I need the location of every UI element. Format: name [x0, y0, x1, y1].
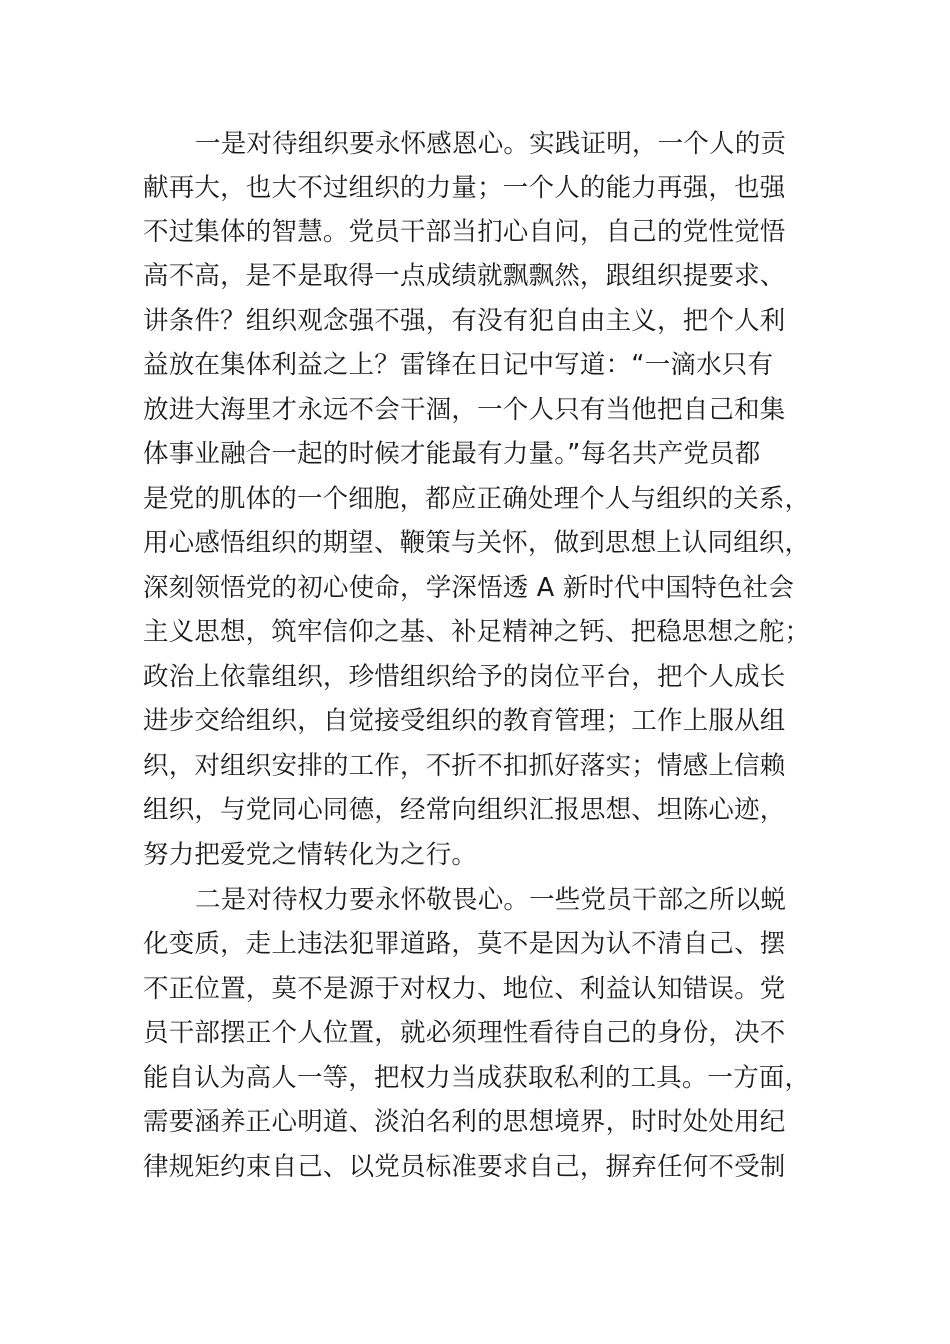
paragraph-2-line-1: 二是对待权力要永怀敬畏心。一些党员干部之所以蜕 — [195, 885, 787, 915]
paragraph-1-line-15: 织，对组织安排的工作，不折不扣抓好落实；情感上信赖 — [143, 751, 786, 781]
paragraph-2-line-5: 能自认为高人一等，把权力当成获取私利的工具。一方面， — [143, 1063, 811, 1093]
paragraph-2-line-3: 不正位置，莫不是源于对权力、地位、利益认知错误。党 — [143, 974, 786, 1004]
paragraph-2-line-4: 员干部摆正个人位置，就必须理性看待自己的身份，决不 — [143, 1018, 786, 1048]
paragraph-1-line-16: 组织，与党同心同德，经常向组织汇报思想、坦陈心迹， — [143, 795, 786, 825]
paragraph-1-line-10: 用心感悟组织的期望、鞭策与关怀，做到思想上认同组织， — [143, 528, 811, 558]
paragraph-1-line-8: 体事业融合一起的时候才能最有力量。”每名共产党员都 — [143, 439, 761, 469]
paragraph-1-line-1: 一是对待组织要永怀感恩心。实践证明，一个人的贡 — [195, 129, 787, 159]
paragraph-2-line-7: 律规矩约束自己、以党员标准要求自己，摒弃任何不受制 — [143, 1152, 786, 1182]
paragraph-1-line-17: 努力把爱党之情转化为之行。 — [143, 840, 478, 870]
paragraph-1-line-4: 高不高，是不是取得一点成绩就飘飘然，跟组织提要求、 — [143, 261, 786, 291]
paragraph-2-line-6: 需要涵养正心明道、淡泊名利的思想境界，时时处处用纪 — [143, 1107, 786, 1137]
paragraph-1-line-9: 是党的肌体的一个细胞，都应正确处理个人与组织的关系， — [143, 484, 811, 514]
paragraph-1-line-5: 讲条件？组织观念强不强，有没有犯自由主义，把个人利 — [143, 306, 786, 336]
paragraph-1-line-2: 献再大，也大不过组织的力量；一个人的能力再强，也强 — [143, 173, 786, 203]
paragraph-2-line-2: 化变质，走上违法犯罪道路，莫不是因为认不清自己、摆 — [143, 929, 786, 959]
paragraph-1-line-6: 益放在集体利益之上？雷锋在日记中写道：“一滴水只有 — [143, 350, 774, 380]
paragraph-1-line-3: 不过集体的智慧。党员干部当扪心自问，自己的党性觉悟 — [143, 217, 786, 247]
paragraph-1-line-12: 主义思想，筑牢信仰之基、补足精神之钙、把稳思想之舵； — [143, 617, 811, 647]
paragraph-1-line-7: 放进大海里才永远不会干涸，一个人只有当他把自己和集 — [143, 395, 786, 425]
paragraph-1-line-11: 深刻领悟党的初心使命，学深悟透 A 新时代中国特色社会 — [143, 573, 795, 603]
paragraph-1-line-14: 进步交给组织，自觉接受组织的教育管理；工作上服从组 — [143, 706, 786, 736]
paragraph-1-line-13: 政治上依靠组织，珍惜组织给予的岗位平台，把个人成长 — [143, 662, 786, 692]
